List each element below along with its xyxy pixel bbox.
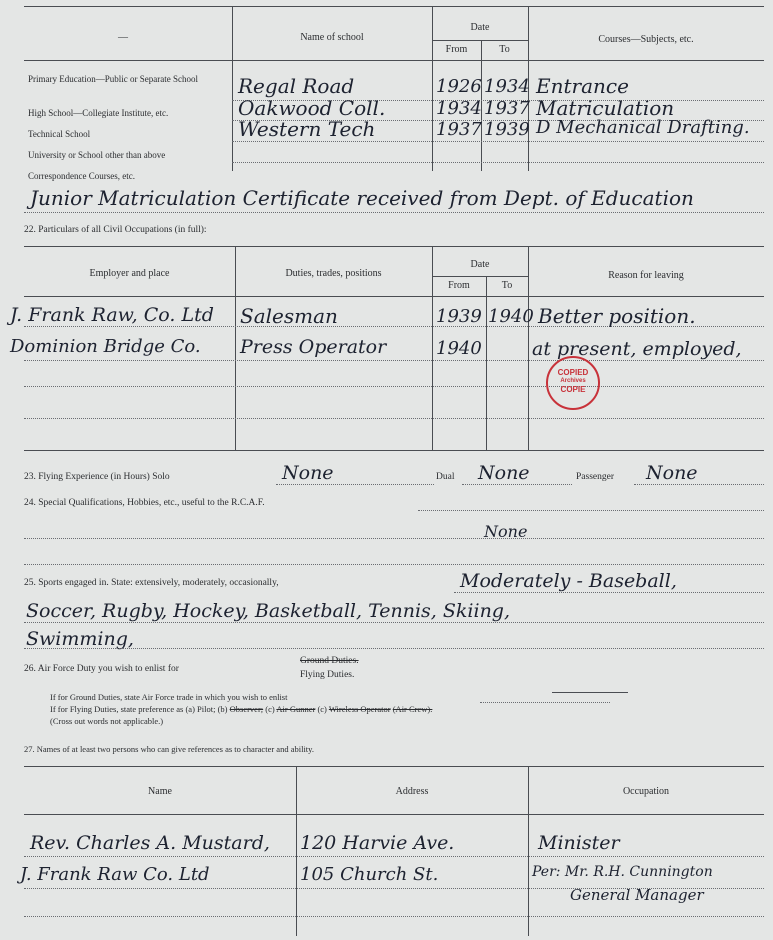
duties-1: Salesman: [240, 304, 338, 328]
sports-line-3: Swimming,: [26, 628, 134, 650]
row-line: [454, 592, 764, 593]
flying-label: 23. Flying Experience (in Hours) Solo: [24, 472, 170, 482]
row-line: [24, 564, 764, 565]
option-c: (c): [317, 704, 327, 714]
row-label-correspondence: Correspondence Courses, etc.: [28, 171, 135, 181]
special-value: None: [484, 522, 528, 541]
to-technical: 1939: [484, 119, 530, 140]
dual-value: None: [478, 462, 530, 484]
courses-header: Courses—Subjects, etc.: [598, 34, 694, 45]
date-header: Date: [470, 22, 490, 33]
name-header: Name: [148, 786, 172, 797]
table-border: [24, 450, 764, 451]
reference-1-address: 120 Harvie Ave.: [300, 832, 455, 854]
reference-2-address: 105 Church St.: [300, 864, 439, 885]
row-line: [232, 162, 764, 163]
row-line: [24, 418, 764, 419]
school-primary: Regal Road: [238, 74, 355, 98]
flying-note-prefix: If for Flying Duties, state preference as (a) Pilot; (b): [50, 704, 228, 714]
row-label-primary: Primary Education—Public or Separate School: [28, 74, 198, 84]
passenger-value: None: [646, 462, 698, 484]
references-label: 27. Names of at least two persons who can give references as to character and ability.: [24, 744, 314, 754]
duty-label: 26. Air Force Duty you wish to enlist for: [24, 664, 179, 674]
reference-1-occupation: Minister: [538, 832, 620, 854]
duties-2: Press Operator: [240, 336, 387, 358]
employer-header: Employer and place: [89, 268, 170, 279]
reference-1-name: Rev. Charles A. Mustard,: [30, 832, 270, 854]
row-line: [24, 648, 764, 649]
solo-value: None: [282, 462, 334, 484]
reason-2: at present, employed,: [532, 338, 742, 360]
column-divider: [232, 6, 233, 171]
row-line: [462, 484, 572, 485]
from-2: 1940: [436, 338, 482, 359]
row-label-technical: Technical School: [28, 129, 91, 139]
row-line: [24, 386, 764, 387]
row-line: [24, 856, 764, 857]
row-line: [232, 141, 764, 142]
row-line: [24, 916, 764, 917]
dual-label: Dual: [436, 472, 455, 482]
to-header: To: [499, 44, 510, 55]
row-line: [24, 360, 764, 361]
occupation-header: Occupation: [622, 786, 670, 797]
header-divider: [24, 60, 764, 61]
observer-option: Observer;: [229, 704, 264, 714]
school-technical: Western Tech: [238, 117, 376, 141]
education-note: Junior Matriculation Certificate received from Dept. of Education: [30, 186, 694, 210]
air-gunner-option: Air Gunner: [276, 704, 316, 714]
row-line: [24, 538, 764, 539]
header-divider: [24, 296, 764, 297]
stamp-line: Archives: [560, 378, 586, 384]
reference-2-occupation-line-2: General Manager: [570, 886, 704, 904]
employer-2: Dominion Bridge Co.: [10, 336, 201, 357]
from-high: 1934: [436, 98, 482, 119]
row-line: [24, 622, 764, 623]
from-primary: 1926: [436, 76, 482, 97]
table-border: [24, 766, 764, 767]
stamp-line: COPIED: [557, 368, 589, 377]
course-high: Matriculation: [536, 96, 675, 120]
stamp-line: COPIE: [560, 385, 586, 394]
from-header: From: [445, 44, 468, 55]
ground-duties: Ground Duties.: [300, 656, 359, 666]
option-c: (c): [265, 704, 275, 714]
from-technical: 1937: [436, 119, 482, 140]
reference-2-name: J. Frank Raw Co. Ltd: [20, 864, 210, 885]
row-line: [418, 510, 764, 511]
flying-duties: Flying Duties.: [300, 670, 355, 680]
cross-out-note: (Cross out words not applicable.): [50, 716, 164, 726]
ground-note: If for Ground Duties, state Air Force trade in which you wish to enlist: [50, 692, 288, 702]
header-divider: [24, 814, 764, 815]
wireless-option: Wireless Operator: [328, 704, 391, 714]
reason-header: Reason for leaving: [608, 270, 684, 281]
to-high: 1937: [484, 98, 530, 119]
blank-header: —: [118, 32, 128, 43]
table-border: [24, 6, 764, 7]
duties-header: Duties, trades, positions: [285, 268, 382, 279]
passenger-label: Passenger: [576, 472, 614, 482]
date-header-divider: [432, 276, 528, 277]
row-label-university: University or School other than above: [28, 150, 166, 160]
to-1: 1940: [488, 306, 534, 327]
date-header-divider: [432, 40, 528, 41]
air-crew-option: (Air Crew).: [392, 704, 433, 714]
row-label-high-school: High School—Collegiate Institute, etc.: [28, 108, 169, 118]
to-header: To: [501, 280, 513, 291]
to-primary: 1934: [484, 76, 530, 97]
course-primary: Entrance: [536, 74, 629, 98]
occupations-title: 22. Particulars of all Civil Occupations (in full):: [24, 225, 207, 235]
special-label: 24. Special Qualifications, Hobbies, etc., useful to the R.C.A.F.: [24, 498, 265, 508]
employer-1: J. Frank Raw, Co. Ltd: [10, 304, 214, 326]
course-technical: D Mechanical Drafting.: [536, 117, 750, 138]
row-line: [276, 484, 434, 485]
copied-stamp: [546, 356, 600, 410]
ink-line: [552, 692, 628, 693]
sports-line-2: Soccer, Rugby, Hockey, Basketball, Tennis, Skiing,: [26, 600, 511, 622]
from-1: 1939: [436, 306, 482, 327]
address-header: Address: [395, 786, 429, 797]
row-line: [24, 212, 764, 213]
column-divider: [486, 276, 487, 450]
reason-1: Better position.: [538, 304, 696, 328]
date-header: Date: [470, 259, 490, 270]
reference-2-occupation: Per: Mr. R.H. Cunnington: [532, 864, 713, 880]
from-header: From: [448, 280, 470, 291]
sports-label: 25. Sports engaged in. State: extensively, moderately, occasionally,: [24, 578, 279, 588]
table-border: [24, 246, 764, 247]
sports-line-1: Moderately - Baseball,: [460, 570, 677, 592]
school-high: Oakwood Coll.: [238, 96, 386, 120]
flying-note: [50, 704, 432, 714]
school-header: Name of school: [300, 32, 364, 43]
row-line: [634, 484, 764, 485]
row-line: [480, 702, 610, 703]
